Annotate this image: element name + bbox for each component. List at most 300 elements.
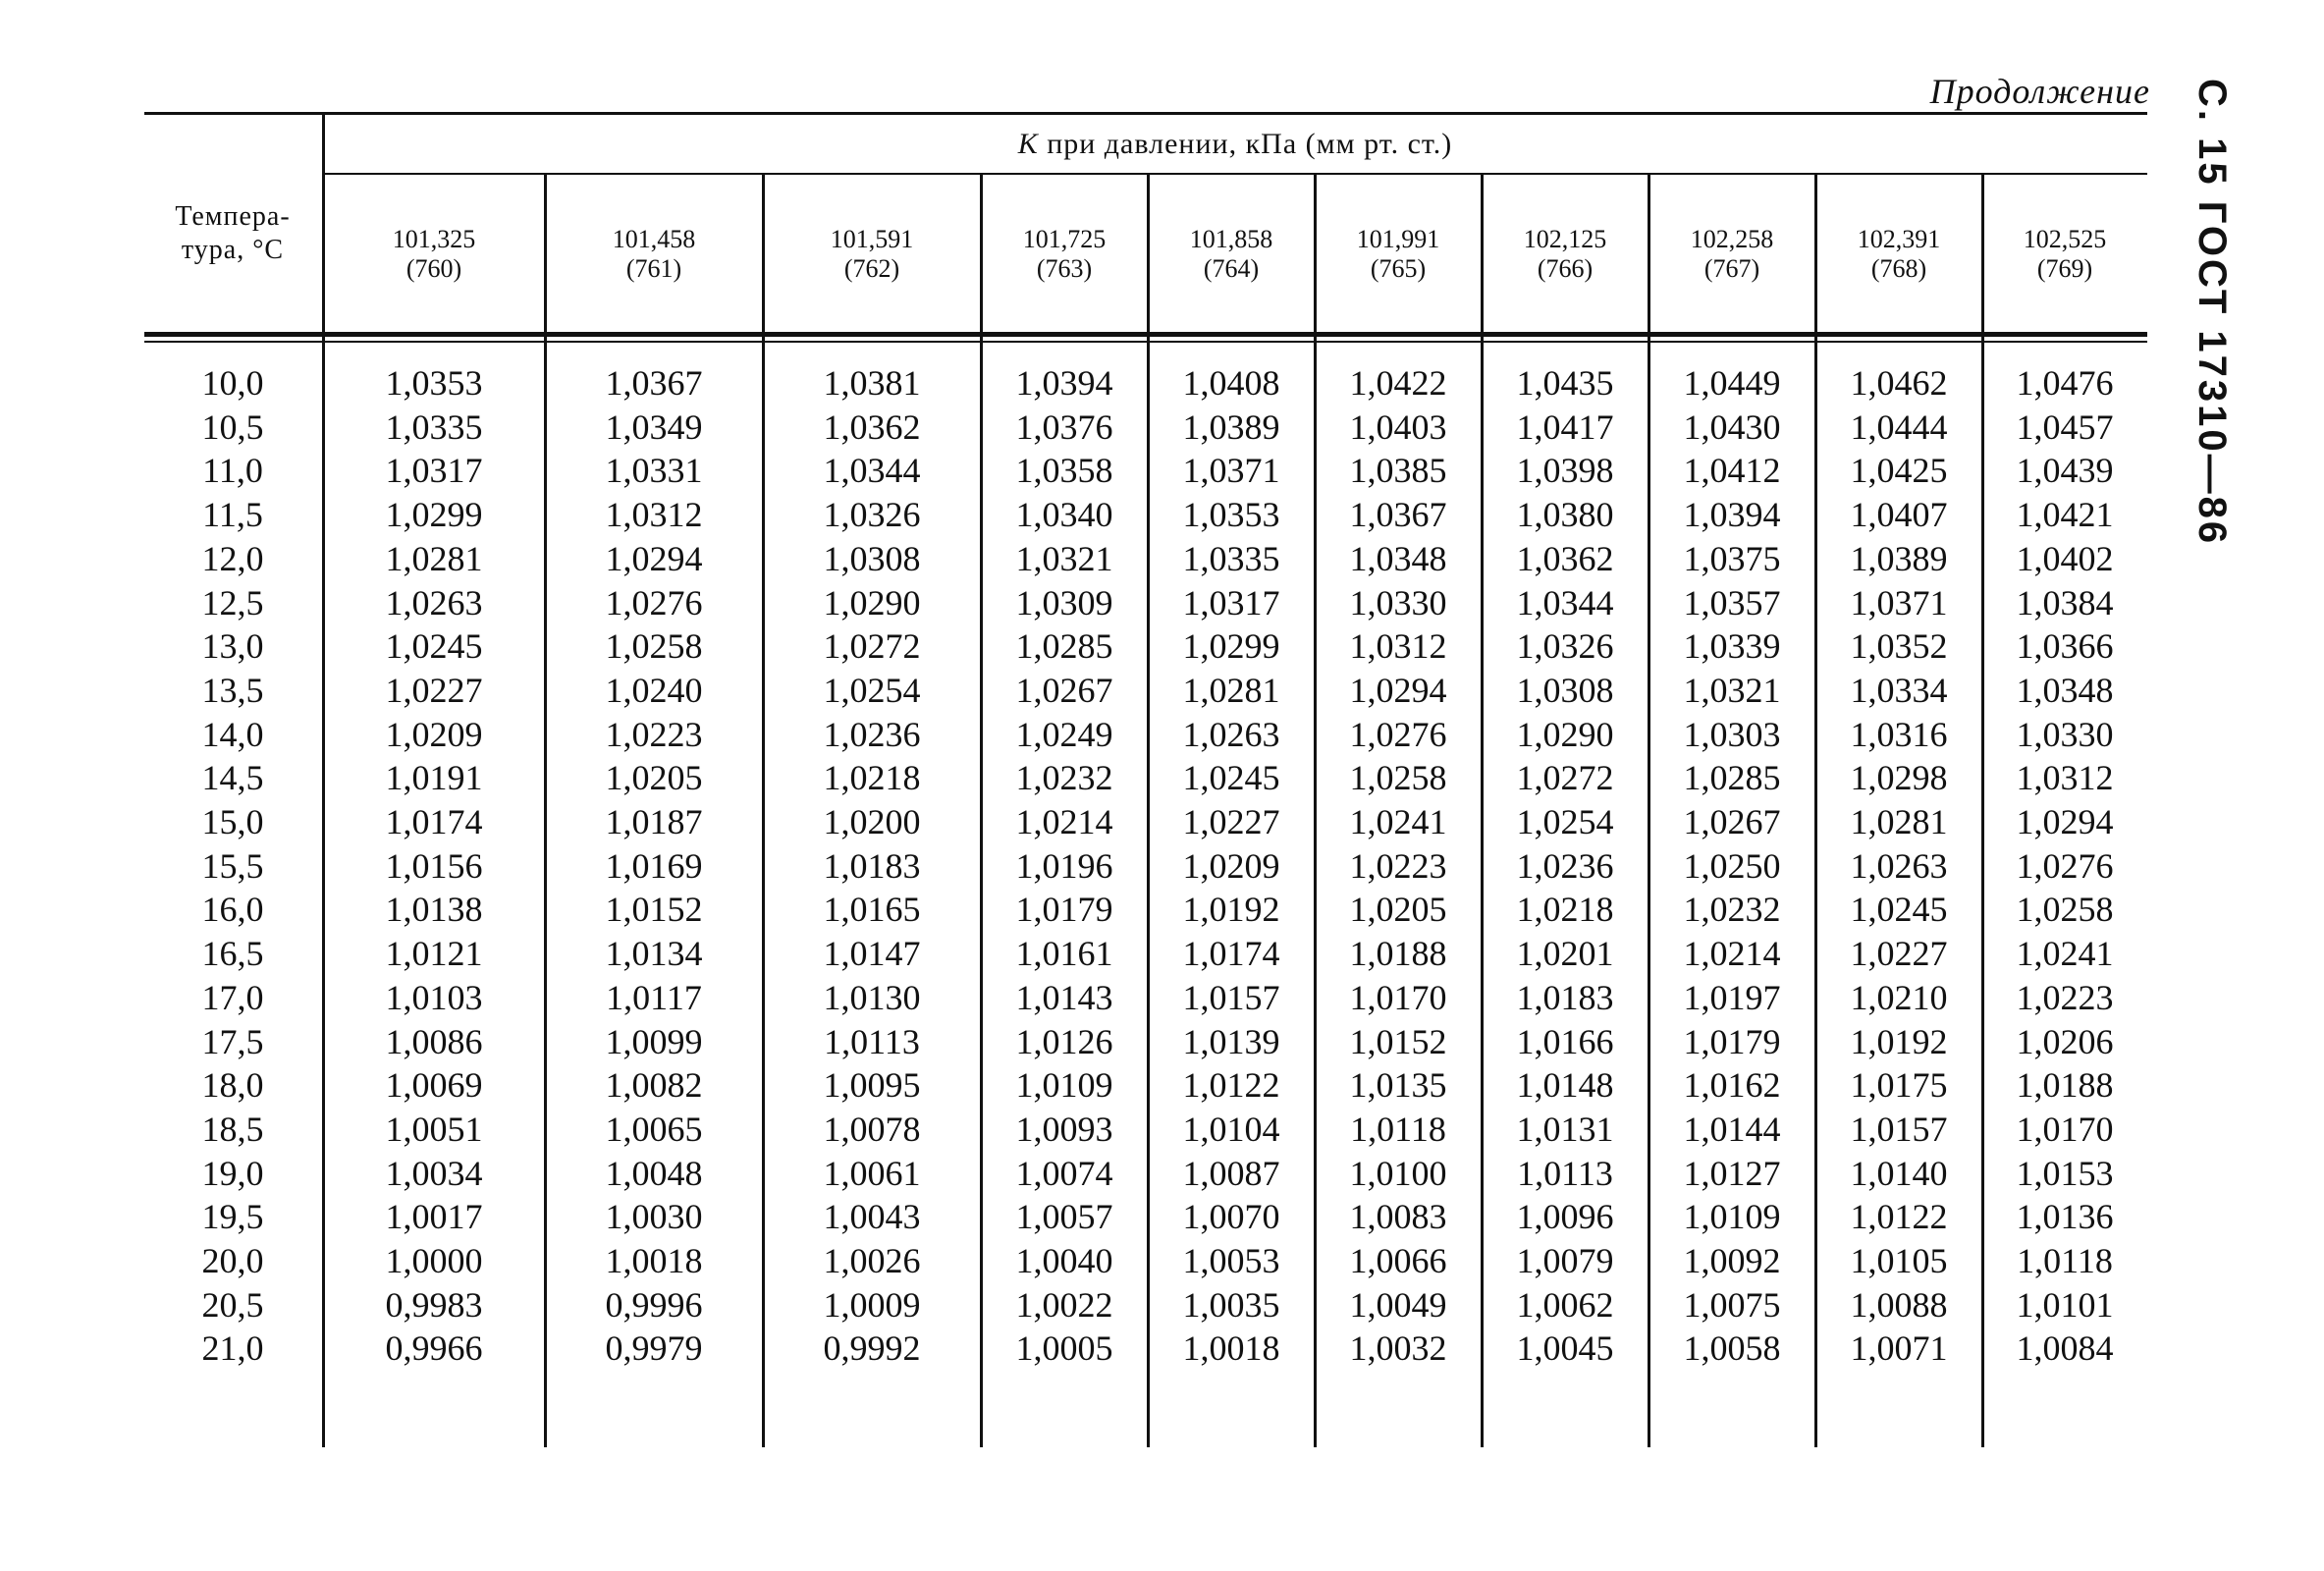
k-value-cell: 1,0303 [1683, 714, 1781, 754]
k-value-cell: 1,0105 [1850, 1241, 1948, 1280]
k-value-cell: 1,0183 [1516, 977, 1614, 1017]
pressure-column-header [981, 225, 1148, 284]
temperature-cell: 20,5 [201, 1284, 264, 1325]
k-value-cell: 1,0148 [1516, 1065, 1614, 1106]
k-value-cell: 1,0218 [1516, 890, 1614, 930]
k-value-cell: 1,0376 [1015, 406, 1113, 447]
k-value-cell: 1,0205 [605, 758, 703, 798]
k-value-cell: 1,0109 [1683, 1197, 1781, 1237]
k-value-cell: 1,0357 [1683, 582, 1781, 623]
table-top-rule [144, 112, 2147, 115]
pressure-header-text: при давлении, кПа (мм рт. ст.) [1038, 128, 1453, 160]
k-value-cell: 1,0312 [2016, 758, 2114, 798]
k-value-cell: 1,0200 [823, 802, 921, 841]
k-value-cell: 1,0053 [1182, 1241, 1280, 1280]
k-value-cell: 1,0009 [823, 1284, 921, 1325]
k-value-cell: 1,0321 [1015, 538, 1113, 578]
k-value-cell: 1,0298 [1850, 758, 1948, 798]
pressure-column-header [545, 225, 763, 284]
table-row [144, 581, 2147, 625]
k-value-cell: 1,0263 [1182, 714, 1280, 754]
pressure-mmhg: (766) [1537, 254, 1594, 283]
k-value-cell: 1,0134 [605, 934, 703, 974]
k-value-cell: 1,0017 [385, 1197, 483, 1237]
k-value-cell: 1,0232 [1683, 890, 1781, 930]
k-value-cell: 1,0143 [1015, 977, 1113, 1017]
k-value-cell: 1,0071 [1850, 1328, 1948, 1369]
k-value-cell: 1,0100 [1349, 1153, 1447, 1193]
k-value-cell: 1,0214 [1015, 802, 1113, 841]
k-value-cell: 1,0118 [1350, 1109, 1446, 1149]
k-value-cell: 1,0126 [1015, 1021, 1113, 1061]
pressure-mmhg: (765) [1370, 254, 1427, 283]
k-value-cell: 1,0043 [823, 1197, 921, 1237]
k-value-cell: 1,0066 [1349, 1241, 1447, 1280]
k-value-cell: 1,0285 [1015, 626, 1113, 667]
k-value-cell: 0,9992 [823, 1328, 921, 1369]
k-value-cell: 1,0385 [1349, 451, 1447, 491]
table-row [144, 932, 2147, 976]
temperature-cell: 10,0 [201, 363, 264, 403]
table-row [144, 844, 2147, 889]
k-value-cell: 1,0157 [1182, 977, 1280, 1017]
k-value-cell: 1,0187 [605, 802, 703, 841]
k-value-cell: 1,0348 [2016, 670, 2114, 710]
k-value-cell: 1,0127 [1683, 1153, 1781, 1193]
k-value-cell: 1,0276 [605, 582, 703, 623]
k-value-cell: 1,0196 [1015, 845, 1113, 886]
k-value-cell: 1,0339 [1683, 626, 1781, 667]
k-value-cell: 1,0113 [1517, 1153, 1613, 1193]
table-row [144, 1108, 2147, 1152]
k-value-cell: 1,0308 [823, 538, 921, 578]
k-value-cell: 1,0209 [1182, 845, 1280, 886]
k-value-cell: 1,0223 [605, 714, 703, 754]
pressure-mmhg: (764) [1203, 254, 1260, 283]
temperature-cell: 16,5 [201, 934, 264, 974]
k-value-cell: 1,0236 [1516, 845, 1614, 886]
temperature-cell: 15,5 [201, 845, 264, 886]
temperature-cell: 17,0 [201, 977, 264, 1017]
k-value-cell: 1,0075 [1683, 1284, 1781, 1325]
temperature-cell: 17,5 [201, 1021, 264, 1061]
table-row [144, 1327, 2147, 1371]
temperature-header [144, 200, 321, 267]
k-value-cell: 1,0272 [823, 626, 921, 667]
k-value-cell: 1,0241 [1349, 802, 1447, 841]
k-value-cell: 1,0048 [605, 1153, 703, 1193]
k-value-cell: 1,0348 [1349, 538, 1447, 578]
k-value-cell: 1,0281 [1850, 802, 1948, 841]
k-value-cell: 1,0317 [385, 451, 483, 491]
k-value-cell: 1,0425 [1850, 451, 1948, 491]
k-value-cell: 1,0061 [823, 1153, 921, 1193]
pressure-kpa: 101,325 [392, 225, 476, 253]
k-value-cell: 1,0074 [1015, 1153, 1113, 1193]
k-value-cell: 1,0353 [385, 363, 483, 403]
k-value-cell: 1,0362 [1516, 538, 1614, 578]
k-value-cell: 1,0183 [823, 845, 921, 886]
k-value-cell: 1,0005 [1015, 1328, 1113, 1369]
k-value-cell: 1,0294 [605, 538, 703, 578]
k-value-cell: 1,0258 [2016, 890, 2114, 930]
k-value-cell: 1,0316 [1850, 714, 1948, 754]
k-value-cell: 1,0117 [606, 977, 702, 1017]
correction-factor-table [144, 112, 2147, 1447]
table-row [144, 1020, 2147, 1064]
pressure-kpa: 101,858 [1189, 225, 1273, 253]
k-value-cell: 1,0045 [1516, 1328, 1614, 1369]
temperature-cell: 12,0 [201, 538, 264, 578]
k-value-cell: 1,0290 [823, 582, 921, 623]
k-value-cell: 1,0191 [385, 758, 483, 798]
k-value-cell: 1,0254 [1516, 802, 1614, 841]
k-value-cell: 1,0366 [2016, 626, 2114, 667]
k-value-cell: 1,0407 [1850, 495, 1948, 535]
k-value-cell: 1,0394 [1683, 495, 1781, 535]
k-value-cell: 1,0096 [1516, 1197, 1614, 1237]
k-value-cell: 1,0118 [2017, 1241, 2113, 1280]
k-value-cell: 1,0092 [1683, 1241, 1781, 1280]
k-value-cell: 0,9979 [605, 1328, 703, 1369]
table-row [144, 493, 2147, 537]
k-value-cell: 1,0281 [385, 538, 483, 578]
k-value-cell: 1,0000 [385, 1241, 483, 1280]
k-value-cell: 1,0139 [1182, 1021, 1280, 1061]
continuation-label: Продолжение [1929, 72, 2150, 111]
k-value-cell: 1,0330 [1349, 582, 1447, 623]
k-value-cell: 1,0227 [1850, 934, 1948, 974]
temperature-cell: 11,0 [202, 451, 263, 491]
temperature-cell: 18,5 [201, 1109, 264, 1149]
k-value-cell: 1,0104 [1182, 1109, 1280, 1149]
k-value-cell: 1,0422 [1349, 363, 1447, 403]
k-value-cell: 1,0022 [1015, 1284, 1113, 1325]
k-value-cell: 1,0161 [1015, 934, 1113, 974]
k-value-cell: 1,0131 [1516, 1109, 1614, 1149]
pressure-mmhg: (763) [1036, 254, 1093, 283]
k-value-cell: 1,0476 [2016, 363, 2114, 403]
k-value-cell: 1,0165 [823, 890, 921, 930]
k-value-cell: 1,0308 [1516, 670, 1614, 710]
k-value-cell: 1,0245 [385, 626, 483, 667]
k-value-cell: 1,0170 [2016, 1109, 2114, 1149]
k-value-cell: 1,0417 [1516, 406, 1614, 447]
k-value-cell: 1,0140 [1850, 1153, 1948, 1193]
k-value-cell: 1,0240 [605, 670, 703, 710]
k-value-cell: 1,0258 [605, 626, 703, 667]
pressure-kpa: 102,525 [2023, 225, 2107, 253]
k-value-cell: 1,0192 [1182, 890, 1280, 930]
k-value-cell: 1,0317 [1182, 582, 1280, 623]
pressure-column-header [1482, 225, 1648, 284]
k-value-cell: 1,0444 [1850, 406, 1948, 447]
k-value-cell: 1,0058 [1683, 1328, 1781, 1369]
k-value-cell: 1,0197 [1683, 977, 1781, 1017]
k-value-cell: 1,0093 [1015, 1109, 1113, 1149]
k-value-cell: 1,0026 [823, 1241, 921, 1280]
table-row [144, 1195, 2147, 1239]
k-value-cell: 1,0285 [1683, 758, 1781, 798]
header-bottom-double-rule [144, 332, 2147, 337]
k-value-cell: 1,0430 [1683, 406, 1781, 447]
table-row [144, 537, 2147, 581]
k-value-cell: 1,0223 [1349, 845, 1447, 886]
k-value-cell: 1,0086 [385, 1021, 483, 1061]
k-value-cell: 1,0218 [823, 758, 921, 798]
pressure-column-header [323, 225, 545, 284]
k-value-cell: 1,0435 [1516, 363, 1614, 403]
k-value-cell: 1,0113 [824, 1021, 920, 1061]
k-value-cell: 1,0057 [1015, 1197, 1113, 1237]
pressure-kpa: 102,391 [1857, 225, 1941, 253]
k-value-cell: 1,0121 [385, 934, 483, 974]
pressure-column-header [1982, 225, 2147, 284]
k-value-cell: 1,0236 [823, 714, 921, 754]
k-value-cell: 1,0223 [2016, 977, 2114, 1017]
k-value-cell: 1,0321 [1683, 670, 1781, 710]
k-value-cell: 1,0135 [1349, 1065, 1447, 1106]
k-value-cell: 1,0034 [385, 1153, 483, 1193]
temperature-cell: 14,0 [201, 714, 264, 754]
k-value-cell: 1,0201 [1516, 934, 1614, 974]
pressure-mmhg: (768) [1870, 254, 1927, 283]
k-value-cell: 1,0267 [1683, 802, 1781, 841]
pressure-column-header [1648, 225, 1815, 284]
k-value-cell: 1,0258 [1349, 758, 1447, 798]
temperature-header-line1: Темпера- [175, 201, 291, 232]
k-value-cell: 1,0205 [1349, 890, 1447, 930]
k-value-cell: 1,0122 [1182, 1065, 1280, 1106]
k-value-cell: 1,0254 [823, 670, 921, 710]
k-value-cell: 1,0174 [1182, 934, 1280, 974]
pressure-mmhg: (761) [625, 254, 682, 283]
k-value-cell: 1,0294 [2016, 802, 2114, 841]
k-value-cell: 1,0162 [1683, 1065, 1781, 1106]
k-value-cell: 1,0088 [1850, 1284, 1948, 1325]
k-value-cell: 1,0439 [2016, 451, 2114, 491]
k-value-cell: 1,0206 [2016, 1021, 2114, 1061]
table-row [144, 1283, 2147, 1327]
k-value-cell: 1,0018 [605, 1241, 703, 1280]
k-value-cell: 1,0078 [823, 1109, 921, 1149]
pressure-column-header [1815, 225, 1982, 284]
table-row [144, 713, 2147, 757]
k-value-cell: 1,0245 [1182, 758, 1280, 798]
table-row [144, 976, 2147, 1020]
k-value-cell: 1,0136 [2016, 1197, 2114, 1237]
k-value-cell: 0,9996 [605, 1284, 703, 1325]
k-value-cell: 1,0281 [1182, 670, 1280, 710]
k-value-cell: 1,0099 [605, 1021, 703, 1061]
pressure-kpa: 101,458 [612, 225, 696, 253]
temperature-cell: 16,0 [201, 890, 264, 930]
k-value-cell: 1,0263 [1850, 845, 1948, 886]
k-value-cell: 1,0380 [1516, 495, 1614, 535]
pressure-header-rule [323, 173, 2147, 175]
pressure-mmhg: (767) [1703, 254, 1760, 283]
pressure-mmhg: (769) [2036, 254, 2093, 283]
k-value-cell: 1,0245 [1850, 890, 1948, 930]
k-value-cell: 1,0065 [605, 1109, 703, 1149]
k-value-cell: 1,0227 [385, 670, 483, 710]
k-value-cell: 1,0335 [385, 406, 483, 447]
k-value-cell: 1,0344 [1516, 582, 1614, 623]
k-value-cell: 1,0362 [823, 406, 921, 447]
k-value-cell: 1,0408 [1182, 363, 1280, 403]
k-value-cell: 1,0267 [1015, 670, 1113, 710]
k-value-cell: 1,0049 [1349, 1284, 1447, 1325]
k-value-cell: 1,0082 [605, 1065, 703, 1106]
table-row [144, 449, 2147, 493]
k-value-cell: 1,0344 [823, 451, 921, 491]
k-value-cell: 1,0349 [605, 406, 703, 447]
k-value-cell: 1,0166 [1516, 1021, 1614, 1061]
k-value-cell: 1,0095 [823, 1065, 921, 1106]
k-value-cell: 1,0188 [1349, 934, 1447, 974]
table-row [144, 756, 2147, 800]
k-value-cell: 1,0457 [2016, 406, 2114, 447]
k-value-cell: 1,0035 [1182, 1284, 1280, 1325]
k-value-cell: 1,0084 [2016, 1328, 2114, 1369]
header-bottom-rule-thin [144, 341, 2147, 343]
k-value-cell: 1,0326 [1516, 626, 1614, 667]
k-value-cell: 1,0103 [385, 977, 483, 1017]
temperature-cell: 19,5 [201, 1197, 264, 1237]
k-value-cell: 0,9983 [385, 1284, 483, 1325]
temperature-cell: 13,5 [201, 670, 264, 710]
k-value-cell: 1,0188 [2016, 1065, 2114, 1106]
k-value-cell: 1,0051 [385, 1109, 483, 1149]
k-value-cell: 1,0312 [605, 495, 703, 535]
pressure-kpa: 101,991 [1356, 225, 1440, 253]
k-value-cell: 1,0138 [385, 890, 483, 930]
k-value-cell: 1,0179 [1683, 1021, 1781, 1061]
k-value-cell: 1,0232 [1015, 758, 1113, 798]
k-value-cell: 1,0330 [2016, 714, 2114, 754]
pressure-column-header [1148, 225, 1315, 284]
k-value-cell: 1,0299 [385, 495, 483, 535]
k-value-cell: 1,0462 [1850, 363, 1948, 403]
k-value-cell: 1,0130 [823, 977, 921, 1017]
temperature-cell: 10,5 [201, 406, 264, 447]
table-row [144, 1152, 2147, 1196]
k-value-cell: 0,9966 [385, 1328, 483, 1369]
k-value-cell: 1,0335 [1182, 538, 1280, 578]
k-value-cell: 1,0358 [1015, 451, 1113, 491]
temperature-cell: 14,5 [201, 758, 264, 798]
k-value-cell: 1,0156 [385, 845, 483, 886]
k-value-cell: 1,0250 [1683, 845, 1781, 886]
table-row [144, 888, 2147, 932]
table-row [144, 406, 2147, 450]
k-value-cell: 1,0276 [2016, 845, 2114, 886]
k-value-cell: 1,0179 [1015, 890, 1113, 930]
k-value-cell: 1,0371 [1182, 451, 1280, 491]
page-number-standard-label: С. 15 ГОСТ 17310—86 [2190, 79, 2234, 547]
k-symbol: К [1017, 128, 1039, 160]
k-value-cell: 1,0174 [385, 802, 483, 841]
k-value-cell: 1,0381 [823, 363, 921, 403]
k-value-cell: 1,0241 [2016, 934, 2114, 974]
k-value-cell: 1,0312 [1349, 626, 1447, 667]
k-value-cell: 1,0070 [1182, 1197, 1280, 1237]
k-value-cell: 1,0018 [1182, 1328, 1280, 1369]
k-value-cell: 1,0421 [2016, 495, 2114, 535]
pressure-kpa: 102,125 [1523, 225, 1607, 253]
temperature-cell: 11,5 [202, 495, 263, 535]
k-value-cell: 1,0412 [1683, 451, 1781, 491]
k-value-cell: 1,0214 [1683, 934, 1781, 974]
k-value-cell: 1,0272 [1516, 758, 1614, 798]
k-value-cell: 1,0367 [605, 363, 703, 403]
pressure-column-header [763, 225, 981, 284]
temperature-cell: 20,0 [201, 1241, 264, 1280]
k-value-cell: 1,0263 [385, 582, 483, 623]
k-value-cell: 1,0375 [1683, 538, 1781, 578]
table-row [144, 800, 2147, 844]
k-value-cell: 1,0153 [2016, 1153, 2114, 1193]
pressure-kpa: 102,258 [1690, 225, 1774, 253]
k-value-cell: 1,0192 [1850, 1021, 1948, 1061]
temperature-cell: 18,0 [201, 1065, 264, 1106]
pressure-kpa: 101,725 [1022, 225, 1107, 253]
pressure-header [323, 120, 2147, 169]
k-value-cell: 1,0294 [1349, 670, 1447, 710]
k-value-cell: 1,0331 [605, 451, 703, 491]
temperature-cell: 13,0 [201, 626, 264, 667]
k-value-cell: 1,0040 [1015, 1241, 1113, 1280]
temperature-cell: 15,0 [201, 802, 264, 841]
k-value-cell: 1,0249 [1015, 714, 1113, 754]
temperature-cell: 21,0 [201, 1328, 264, 1369]
k-value-cell: 1,0384 [2016, 582, 2114, 623]
k-value-cell: 1,0389 [1182, 406, 1280, 447]
k-value-cell: 1,0367 [1349, 495, 1447, 535]
k-value-cell: 1,0340 [1015, 495, 1113, 535]
table-row [144, 669, 2147, 713]
pressure-column-header [1315, 225, 1482, 284]
k-value-cell: 1,0083 [1349, 1197, 1447, 1237]
k-value-cell: 1,0402 [2016, 538, 2114, 578]
k-value-cell: 1,0170 [1349, 977, 1447, 1017]
k-value-cell: 1,0227 [1182, 802, 1280, 841]
pressure-kpa: 101,591 [830, 225, 914, 253]
table-row [144, 1239, 2147, 1283]
k-value-cell: 1,0334 [1850, 670, 1948, 710]
k-value-cell: 1,0030 [605, 1197, 703, 1237]
k-value-cell: 1,0087 [1182, 1153, 1280, 1193]
k-value-cell: 1,0069 [385, 1065, 483, 1106]
k-value-cell: 1,0152 [1349, 1021, 1447, 1061]
pressure-mmhg: (760) [405, 254, 462, 283]
k-value-cell: 1,0309 [1015, 582, 1113, 623]
k-value-cell: 1,0389 [1850, 538, 1948, 578]
k-value-cell: 1,0079 [1516, 1241, 1614, 1280]
k-value-cell: 1,0326 [823, 495, 921, 535]
k-value-cell: 1,0157 [1850, 1109, 1948, 1149]
table-row [144, 361, 2147, 406]
k-value-cell: 1,0032 [1349, 1328, 1447, 1369]
k-value-cell: 1,0144 [1683, 1109, 1781, 1149]
k-value-cell: 1,0353 [1182, 495, 1280, 535]
k-value-cell: 1,0152 [605, 890, 703, 930]
k-value-cell: 1,0101 [2016, 1284, 2114, 1325]
k-value-cell: 1,0147 [823, 934, 921, 974]
k-value-cell: 1,0394 [1015, 363, 1113, 403]
k-value-cell: 1,0398 [1516, 451, 1614, 491]
k-value-cell: 1,0299 [1182, 626, 1280, 667]
